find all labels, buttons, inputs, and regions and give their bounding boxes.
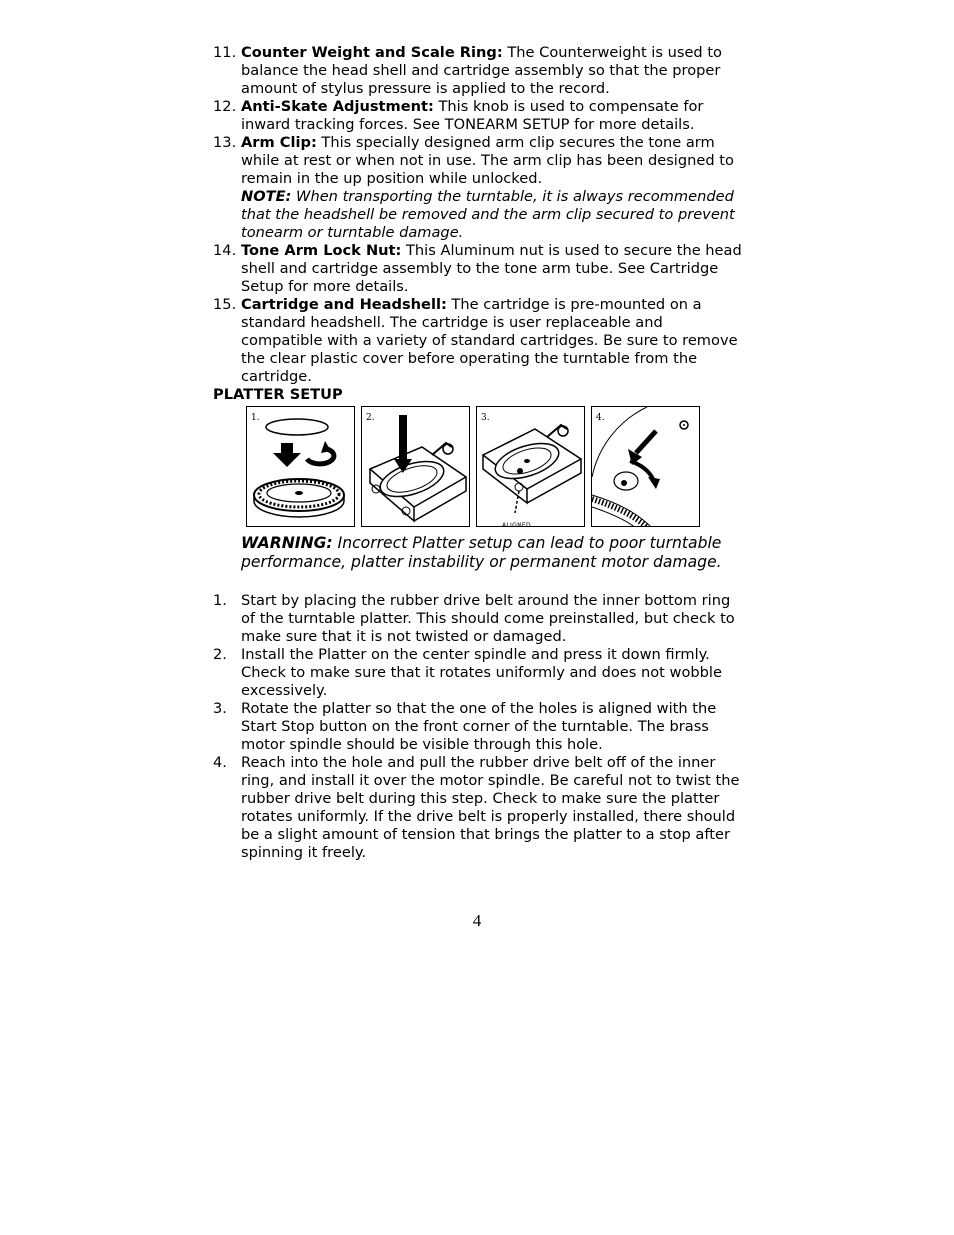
part-title: Arm Clip: — [241, 134, 317, 151]
part-description — [241, 242, 743, 296]
part-text: This Aluminum nut is used to secure the head shell and cartridge assembly to the tone arm tube. See Cartridge Setup for more details. — [241, 242, 742, 295]
figure-4 — [591, 406, 700, 527]
section-heading: PLATTER SETUP — [213, 386, 343, 403]
part-item-13 — [213, 134, 743, 242]
manual-page-content — [213, 44, 743, 862]
part-number: 15. — [213, 296, 237, 313]
part-number: 14. — [213, 242, 237, 259]
figure-2 — [361, 406, 470, 527]
figure-strip — [246, 406, 743, 530]
step-text: Install the Platter on the center spindle and press it down firmly. Check to make sure that it rotates uniformly and does not wobble excessively. — [241, 646, 722, 699]
step-text: Reach into the hole and pull the rubber drive belt off of the inner ring, and install it over the motor spindle. Be careful not to twist the rubber drive belt during this step. Check to make sure the platter rotates uniformly. If the drive belt is properly installed, there should be a slight amount of tension that brings the platter to a stop after spinning it freely. — [241, 754, 740, 861]
step-text: Rotate the platter so that the one of the holes is aligned with the Start Stop button on the front corner of the turntable. The brass motor spindle should be visible through this hole. — [241, 700, 717, 753]
note — [241, 188, 735, 241]
part-text: This specially designed arm clip secures the tone arm while at rest or when not in use. The arm clip has been designed to remain in the up position while unlocked. — [241, 134, 734, 187]
step-item-2 — [213, 646, 743, 700]
figure-number: 4. — [596, 413, 605, 423]
turntable-press-icon — [362, 407, 469, 526]
part-number: 11. — [213, 44, 237, 61]
part-description — [241, 98, 743, 134]
step-item-3 — [213, 700, 743, 754]
part-item-12 — [213, 98, 743, 134]
part-title: Anti-Skate Adjustment: — [241, 98, 434, 115]
figure-number: 3. — [481, 413, 490, 423]
figure-1 — [246, 406, 355, 527]
step-item-4 — [213, 754, 743, 862]
step-text: Start by placing the rubber drive belt around the inner bottom ring of the turntable platter. This should come preinstalled, but check to make sure that it is not twisted or damaged. — [241, 592, 735, 645]
figure-number: 2. — [366, 413, 375, 423]
note-text: When transporting the turntable, it is always recommended that the headshell be removed and the arm clip secured to prevent tonearm or turntable damage. — [241, 188, 735, 241]
belt-spindle-icon — [592, 407, 699, 526]
step-number: 3. — [213, 700, 227, 717]
step-item-1 — [213, 592, 743, 646]
part-item-11 — [213, 44, 743, 98]
part-item-15 — [213, 296, 743, 386]
turntable-aligned-icon — [477, 407, 584, 526]
step-number: 1. — [213, 592, 227, 609]
part-description — [241, 44, 743, 98]
part-text: The cartridge is pre-mounted on a standard headshell. The cartridge is user replaceable and compatible with a variety of standard cartridges. Be sure to remove the clear plastic cover before operating the turntable from the cartridge. — [241, 296, 738, 385]
figure-number: 1. — [251, 413, 260, 423]
aligned-caption: ALIGNED — [502, 522, 531, 529]
note-label: NOTE: — [241, 188, 292, 205]
step-number: 2. — [213, 646, 227, 663]
step-number: 4. — [213, 754, 227, 771]
part-description — [241, 296, 743, 386]
page-number: 4 — [472, 911, 482, 930]
platter-install-icon — [247, 407, 354, 526]
warning-label: WARNING: — [241, 534, 333, 552]
part-title: Tone Arm Lock Nut: — [241, 242, 402, 259]
part-item-14 — [213, 242, 743, 296]
warning-text — [241, 534, 743, 572]
part-description — [241, 134, 743, 242]
part-title: Cartridge and Headshell: — [241, 296, 447, 313]
part-number: 13. — [213, 134, 237, 151]
part-number: 12. — [213, 98, 237, 115]
warning-body: Incorrect Platter setup can lead to poor turntable performance, platter instability or permanent motor damage. — [241, 534, 722, 571]
setup-steps — [213, 592, 743, 862]
part-text: The Counterweight is used to balance the head shell and cartridge assembly so that the proper amount of stylus pressure is applied to the record. — [241, 44, 722, 97]
part-title: Counter Weight and Scale Ring: — [241, 44, 503, 61]
figure-3 — [476, 406, 585, 527]
part-text: This knob is used to compensate for inward tracking forces. See TONEARM SETUP for more details. — [241, 98, 704, 133]
